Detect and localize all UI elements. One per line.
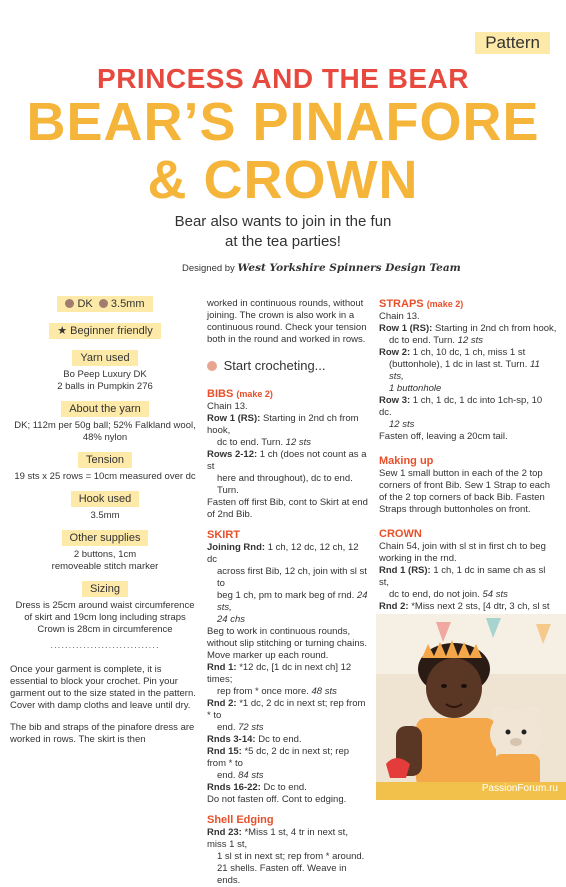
sizing-3: Crown is 28cm in circumference [37, 624, 173, 635]
about-yarn-2: 48% nylon [82, 432, 128, 443]
blocking-paragraph: Once your garment is complete, it is essential to block your crochet. Pin your garment out to the size stated in the pattern. Cover with damp cloths and leave until dry. [10, 664, 196, 711]
skirt-joining-round: Joining Rnd: 1 ch, 12 dc, 12 ch, 12 dc across first Bib, 12 ch, join with sl st to beg 1 ch, pm to mark beg of rnd. 24 sts, 24 chs [207, 542, 368, 625]
about-yarn-label: About the yarn [61, 401, 149, 417]
making-up-heading: Making up [379, 455, 434, 467]
divider-dots: .............................. [50, 640, 160, 651]
yarn-ball-icon [65, 299, 74, 308]
skirt-note: Beg to work in continuous rounds, without slip stitching or turning chains. Move marker up each round. [207, 626, 367, 661]
yarn-used-1: Bo Peep Luxury DK [63, 369, 147, 380]
crown-round-1: Rnd 1 (RS): 1 ch, 1 dc in same ch as sl st, dc to end, do not join. 54 sts [379, 565, 546, 600]
sizing-2: of skirt and 19cm long including straps [24, 612, 186, 623]
shell-edging-heading: Shell Edging [207, 814, 274, 826]
yarn-used-2: 2 balls in Pumpkin 276 [57, 381, 153, 392]
pattern-column-middle [207, 298, 370, 887]
intro-text [10, 664, 200, 746]
yarn-hook-badge [57, 296, 152, 312]
straps-heading: STRAPS (make 2) [379, 298, 464, 310]
sizing-1: Dress is 25cm around waist circumference [15, 600, 195, 611]
tension-label: Tension [78, 452, 132, 468]
shell-round-23: Rnd 23: *Miss 1 st, 4 tr in next st, miss 1 st, 1 sl st in next st; rep from * around. 21 shells. Fasten off. Weave in ends. [207, 827, 365, 886]
tension-text: 19 sts x 25 rows = 10cm measured over dc [14, 471, 196, 482]
bibs-heading: BIBS (make 2) [207, 388, 273, 400]
skirt-heading: SKIRT [207, 529, 240, 541]
sizing-label: Sizing [82, 581, 128, 597]
byline-prefix: Designed by [182, 263, 235, 274]
crown-round-2: Rnd 2: *Miss next 2 sts, [4 dtr, 3 ch, sl st [379, 601, 550, 612]
photo-illustration [376, 614, 566, 800]
other-supplies-1: 2 buttons, 1cm [73, 549, 137, 560]
making-up-text: Sew 1 small button in each of the 2 top corners of front Bib. Sew 1 Strap to each of the 2 top corners of back Bib. Fasten Straps through buttonholes on front. [379, 468, 551, 515]
crown-chain: Chain 54, join with sl st in first ch to beg working in the rnd. [379, 541, 546, 564]
construction-continued: worked in continuous rounds, without joining. The crown is also work in a continuous round. Check your tension both in the round and worked in rows. [207, 298, 367, 345]
start-heading: Start crocheting... [207, 360, 370, 372]
construction-paragraph: The bib and straps of the pinafore dress are worked in rows. The skirt is then [10, 722, 195, 745]
main-title-line-1: BEAR’S PINAFORE [26, 92, 540, 152]
hook-icon [99, 299, 108, 308]
level-badge: ★ Beginner friendly [49, 323, 160, 339]
skirt-round-1: Rnd 1: *12 dc, [1 dc in next ch] 12 times; rep from * once more. 48 sts [207, 662, 352, 697]
about-yarn-1: DK; 112m per 50g ball; 52% Falkland wool, [14, 420, 196, 431]
designer-name: West Yorkshire Spinners Design Team [237, 262, 461, 274]
straps-fasten: Fasten off, leaving a 20cm tail. [379, 431, 508, 442]
skirt-rounds-16-22: Rnds 16-22: Dc to end. [207, 782, 307, 793]
main-title [0, 93, 566, 209]
bibs-row-1: Row 1 (RS): Starting in 2nd ch from hook, dc to end. Turn. 12 sts [207, 413, 359, 448]
hook-used-text: 3.5mm [90, 510, 120, 521]
section-tag: Pattern [475, 32, 550, 54]
watermark: PassionForum.ru [481, 783, 558, 794]
product-photo [376, 614, 566, 800]
series-title: PRINCESS AND THE BEAR [97, 63, 469, 94]
info-column [10, 296, 200, 756]
subtitle [0, 212, 566, 252]
other-supplies-label: Other supplies [62, 530, 149, 546]
hook-size: 3.5mm [110, 298, 145, 310]
crown-heading: CROWN [379, 528, 422, 540]
straps-chain: Chain 13. [379, 311, 420, 322]
subtitle-line-1: Bear also wants to join in the fun [174, 213, 392, 230]
subtitle-line-2: at the tea parties! [225, 233, 341, 250]
hook-used-label: Hook used [71, 491, 140, 507]
yarn-weight: DK [77, 298, 93, 310]
skirt-round-15: Rnd 15: *5 dc, 2 dc in next st; rep from * to end. 84 sts [207, 746, 350, 781]
bibs-fasten: Fasten off first Bib, cont to Skirt at end of 2nd Bib. [207, 497, 368, 520]
main-title-line-2: & CROWN [147, 150, 419, 210]
straps-row-3: Row 3: 1 ch, 1 dc, 1 dc into 1ch-sp, 10 dc. 12 sts [379, 395, 543, 430]
bibs-row-2: Rows 2-12: 1 ch (does not count as a st here and throughout), dc to end. Turn. [207, 449, 367, 496]
skirt-rounds-3-14: Rnds 3-14: Dc to end. [207, 734, 302, 745]
skirt-round-2: Rnd 2: *1 dc, 2 dc in next st; rep from * to end. 72 sts [207, 698, 366, 733]
yarn-used-label: Yarn used [72, 350, 137, 366]
skirt-end-note: Do not fasten off. Cont to edging. [207, 794, 347, 805]
dot-icon [207, 361, 217, 371]
straps-row-2: Row 2: 1 ch, 10 dc, 1 ch, miss 1 st (buttonhole), 1 dc in last st. Turn. 11 sts, 1 buttonhole [379, 347, 540, 394]
bibs-chain: Chain 13. [207, 401, 248, 412]
byline [182, 262, 461, 274]
straps-row-1: Row 1 (RS): Starting in 2nd ch from hook, dc to end. Turn. 12 sts [379, 323, 557, 346]
other-supplies-2: removeable stitch marker [51, 561, 159, 572]
